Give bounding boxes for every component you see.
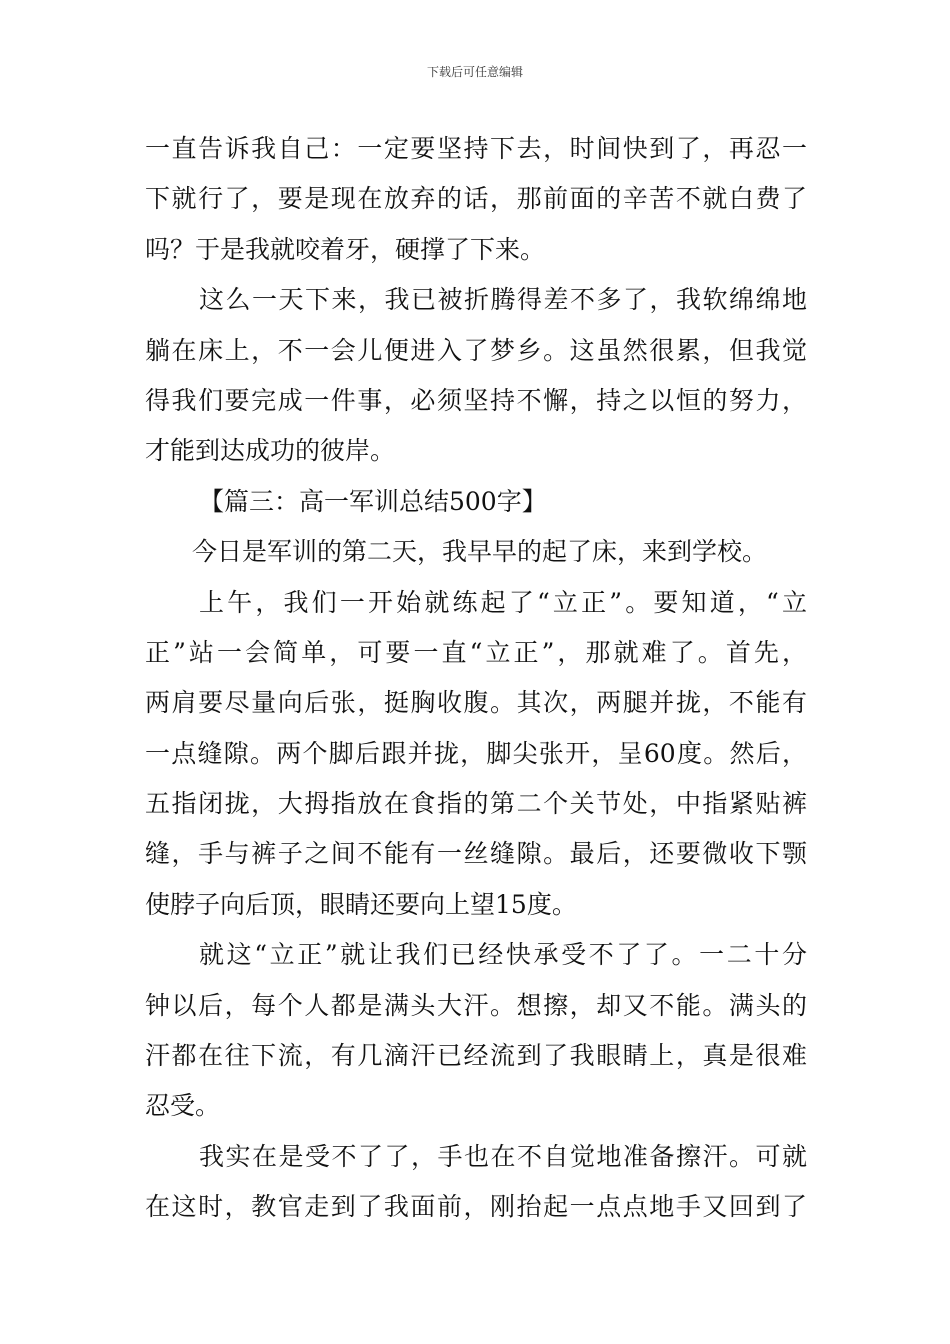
text-line: 才能到达成功的彼岸。 bbox=[145, 436, 396, 466]
text-line: 我实在是受不了了，手也在不自觉地准备擦汗。可就 bbox=[199, 1141, 807, 1171]
text-line: 得我们要完成一件事，必须坚持不懈，持之以恒的努力， bbox=[145, 385, 807, 415]
text-line: 汗都在往下流，有几滴汗已经流到了我眼睛上，真是很难 bbox=[145, 1041, 807, 1071]
text-line: 忍受。 bbox=[145, 1091, 221, 1121]
text-line: 上午，我们一开始就练起了“立正”。要知道，“立 bbox=[199, 587, 807, 617]
text-line: 躺在床上，不一会儿便进入了梦乡。这虽然很累，但我觉 bbox=[145, 335, 807, 365]
text-line: 五指闭拢，大拇指放在食指的第二个关节处，中指紧贴裤 bbox=[145, 789, 807, 819]
text-line: 一直告诉我自己：一定要坚持下去，时间快到了，再忍一 bbox=[145, 134, 807, 163]
text-line: 吗？于是我就咬着牙，硬撑了下来。 bbox=[145, 234, 546, 264]
text-line: 缝，手与裤子之间不能有一丝缝隙。最后，还要微收下颚 bbox=[145, 839, 807, 869]
text-line: 两肩要尽量向后张，挺胸收腹。其次，两腿并拢，不能有 bbox=[145, 688, 807, 718]
page-header: 下载后可任意编辑 bbox=[426, 65, 523, 79]
document-body bbox=[145, 124, 807, 1233]
text-line: 一点缝隙。两个脚后跟并拢，脚尖张开，呈60度。然后， bbox=[145, 738, 807, 768]
text-line: 钟以后，每个人都是满头大汗。想擦，却又不能。满头的 bbox=[145, 990, 807, 1020]
section-heading: 【篇三：高一军训总结500字】 bbox=[199, 486, 547, 516]
text-line: 在这时，教官走到了我面前，刚抬起一点点地手又回到了 bbox=[145, 1192, 807, 1222]
text-line: 使脖子向后顶，眼睛还要向上望15度。 bbox=[145, 889, 577, 919]
text-line: 这么一天下来，我已被折腾得差不多了，我软绵绵地 bbox=[199, 285, 807, 315]
text-line: 下就行了，要是现在放弃的话，那前面的辛苦不就白费了 bbox=[145, 184, 807, 214]
text-line: 今日是军训的第二天，我早早的起了床，来到学校。 bbox=[192, 537, 768, 567]
text-line: 就这“立正”就让我们已经快承受不了了。一二十分 bbox=[199, 940, 807, 970]
text-line: 正”站一会简单，可要一直“立正”，那就难了。首先， bbox=[145, 637, 807, 667]
